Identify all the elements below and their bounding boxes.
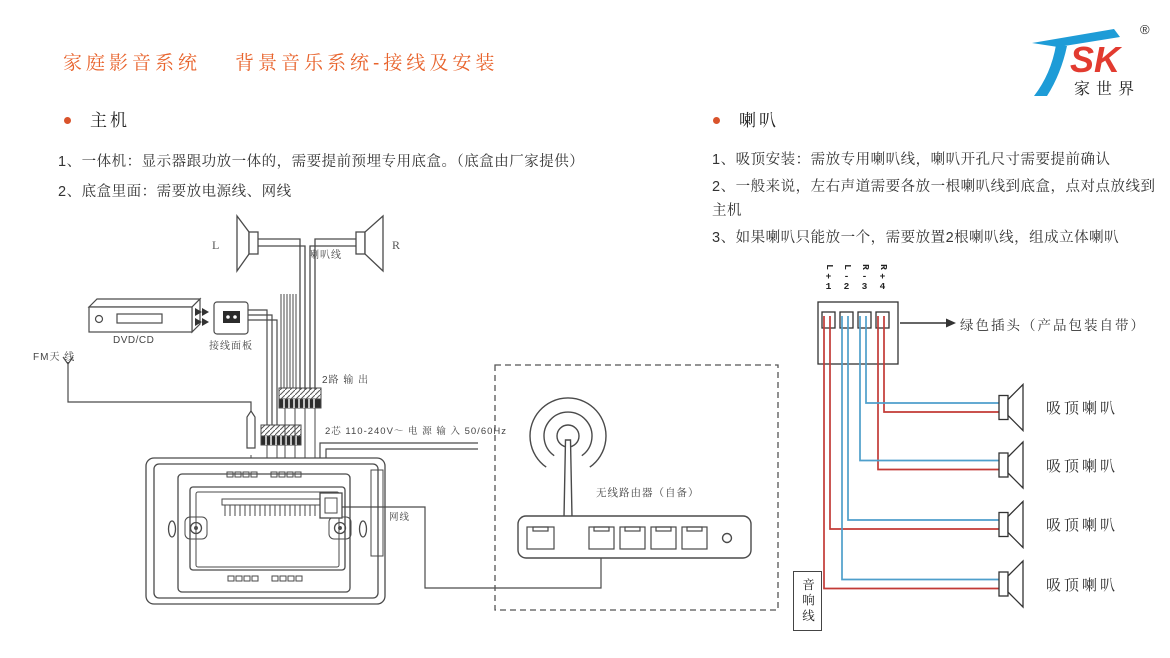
terminal-3-channel: R: [859, 264, 871, 270]
wifi-router-icon: [518, 398, 751, 558]
terminal-col-2: [839, 262, 854, 292]
terminal-1-num: 1: [825, 281, 832, 292]
terminal-3-num: 3: [861, 281, 868, 292]
speaker-note-2: 2、一般来说，左右声道需要各放一根喇叭线到底盒，点对点放线到主机: [712, 179, 1156, 219]
fm-antenna-label: FM天 线: [33, 352, 76, 363]
host-bullet-icon: [64, 117, 71, 124]
ceiling-speakers-icon: [999, 385, 1023, 608]
green-plug-arrow: [900, 319, 956, 328]
logo-t-swoosh: [1034, 45, 1067, 96]
page-title: [63, 48, 498, 75]
power-input-line: [320, 443, 478, 458]
terminal-col-1: [821, 262, 836, 292]
speaker-heading: 喇叭: [739, 111, 779, 130]
page-title-part1: 家庭影音系统: [63, 53, 202, 74]
speaker-wires-blue: [842, 316, 999, 580]
terminal-4-sign: +: [879, 271, 886, 282]
terminal-2-channel: L: [841, 264, 853, 270]
terminal-col-3: [857, 262, 872, 292]
output-label: 2路 输 出: [322, 375, 370, 386]
speaker-bullet-icon: [713, 117, 720, 124]
router-label: 无线路由器（自备）: [596, 487, 700, 499]
terminal-2-sign: -: [843, 271, 850, 282]
ceiling-speaker-label-2: 吸顶喇叭: [1046, 458, 1119, 475]
fm-antenna-icon: [63, 357, 255, 448]
terminal-4-num: 4: [879, 281, 886, 292]
terminal-col-4: [875, 262, 890, 292]
audio-cable-box: [793, 571, 822, 631]
ceiling-speaker-label-3: 吸顶喇叭: [1046, 517, 1119, 534]
host-note-2: 2、底盒里面：需要放电源线、网线: [58, 184, 292, 200]
logo-subtitle: 家世界: [1074, 81, 1141, 98]
green-plug-note: 绿色插头（产品包装自带）: [960, 318, 1146, 333]
speaker-r-label: R: [392, 238, 401, 252]
terminal-1-channel: L: [823, 264, 835, 270]
wiring-panel-icon: [214, 302, 277, 425]
speaker-wire-label: 喇叭线: [309, 250, 342, 261]
audio-cable-label: 音响线: [800, 577, 815, 625]
power-input-label: 2芯 110-240V～ 电 源 输 入 50/60Hz: [325, 426, 507, 437]
output-wire-bundle: [281, 294, 296, 388]
network-cable-label: 网线: [389, 512, 411, 523]
speaker-l-label: L: [212, 238, 220, 252]
dvd-player-icon: [89, 299, 200, 332]
host-heading: 主机: [90, 111, 130, 130]
page-title-part2: 背景音乐系统-接线及安装: [235, 53, 499, 74]
ceiling-speaker-label-1: 吸顶喇叭: [1046, 400, 1119, 417]
terminal-2-num: 2: [843, 281, 850, 292]
speaker-note-3: 3、如果喇叭只能放一个，需要放置2根喇叭线，组成立体喇叭: [712, 230, 1120, 246]
tsk-logo: [1026, 16, 1166, 104]
speaker-note-1: 1、吸顶安装：需放专用喇叭线，喇叭开孔尺寸需要提前确认: [712, 152, 1111, 168]
host-note-1: 1、一体机：显示器跟功放一体的，需要提前预埋专用底盒。（底盒由厂家提供）: [58, 154, 585, 170]
dvd-label: DVD/CD: [113, 335, 155, 346]
terminal-3-sign: -: [861, 271, 868, 282]
lr-speakers-icon: [237, 216, 383, 390]
wall-panel-icon: [146, 458, 385, 604]
wiring-panel-label: 接线面板: [209, 341, 253, 352]
logo-registered-mark: ®: [1140, 22, 1150, 37]
terminal-4-channel: R: [877, 264, 889, 270]
terminal-1-sign: +: [825, 271, 832, 282]
logo-sk: SK: [1070, 39, 1121, 80]
ceiling-speaker-label-4: 吸顶喇叭: [1046, 577, 1119, 594]
